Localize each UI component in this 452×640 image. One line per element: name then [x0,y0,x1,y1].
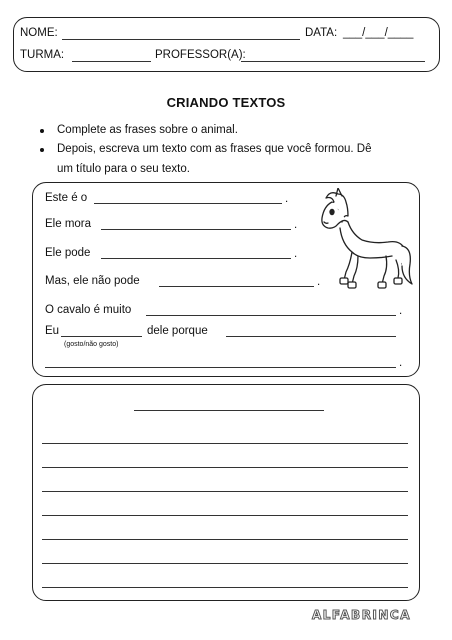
sentence-4-period: . [317,276,321,288]
writing-line[interactable] [42,443,408,444]
sentence-3-period: . [294,248,298,260]
sentence-1-label: Este é o [45,192,88,204]
sentence-2-period: . [294,219,298,231]
writing-line[interactable] [42,563,408,564]
sentence-6-period: . [399,357,403,369]
professor-label: PROFESSOR(A): [155,49,246,61]
sentence-5-period: . [399,305,403,317]
instruction-3: um título para o seu texto. [57,163,190,175]
nome-field[interactable] [62,39,300,40]
sentence-6-choice-blank[interactable] [61,336,142,337]
sentence-6-end: dele porque [147,325,208,337]
sentence-5-blank[interactable] [146,315,396,316]
instruction-2: Depois, escreva um texto com as frases que você formou. Dê [57,143,372,155]
professor-field[interactable] [241,61,425,62]
instruction-1: Complete as frases sobre o animal. [57,124,238,136]
bullet-icon [40,129,44,133]
sentence-3-label: Ele pode [45,247,91,259]
horse-icon [318,188,414,292]
writing-line[interactable] [42,467,408,468]
writing-line[interactable] [42,539,408,540]
sentence-6-continuation-blank[interactable] [45,367,396,368]
writing-line[interactable] [42,587,408,588]
writing-box [32,384,420,601]
writing-line[interactable] [42,491,408,492]
sentence-4-label: Mas, ele não pode [45,275,140,287]
data-label: DATA: [305,27,338,39]
nome-label: NOME: [20,27,58,39]
sentence-4-blank[interactable] [159,286,314,287]
header-box [13,17,440,72]
sentence-1-blank[interactable] [94,203,282,204]
text-title-blank[interactable] [134,410,324,411]
sentence-6-reason-blank[interactable] [226,336,396,337]
sentence-6-start: Eu [45,325,60,337]
page-title: CRIANDO TEXTOS [166,95,286,110]
bullet-icon [40,148,44,152]
date-field[interactable]: ___/___/____ [343,27,414,39]
turma-field[interactable] [72,61,151,62]
sentence-6-hint: (gosto/não gosto) [64,341,119,348]
sentence-3-blank[interactable] [101,258,291,259]
sentence-2-blank[interactable] [101,229,291,230]
sentence-5-label: O cavalo é muito [45,304,132,316]
sentence-1-period: . [285,193,289,205]
writing-line[interactable] [42,515,408,516]
brand-logo: ALFABRINCA [312,608,412,622]
sentence-2-label: Ele mora [45,218,92,230]
turma-label: TURMA: [20,49,65,61]
